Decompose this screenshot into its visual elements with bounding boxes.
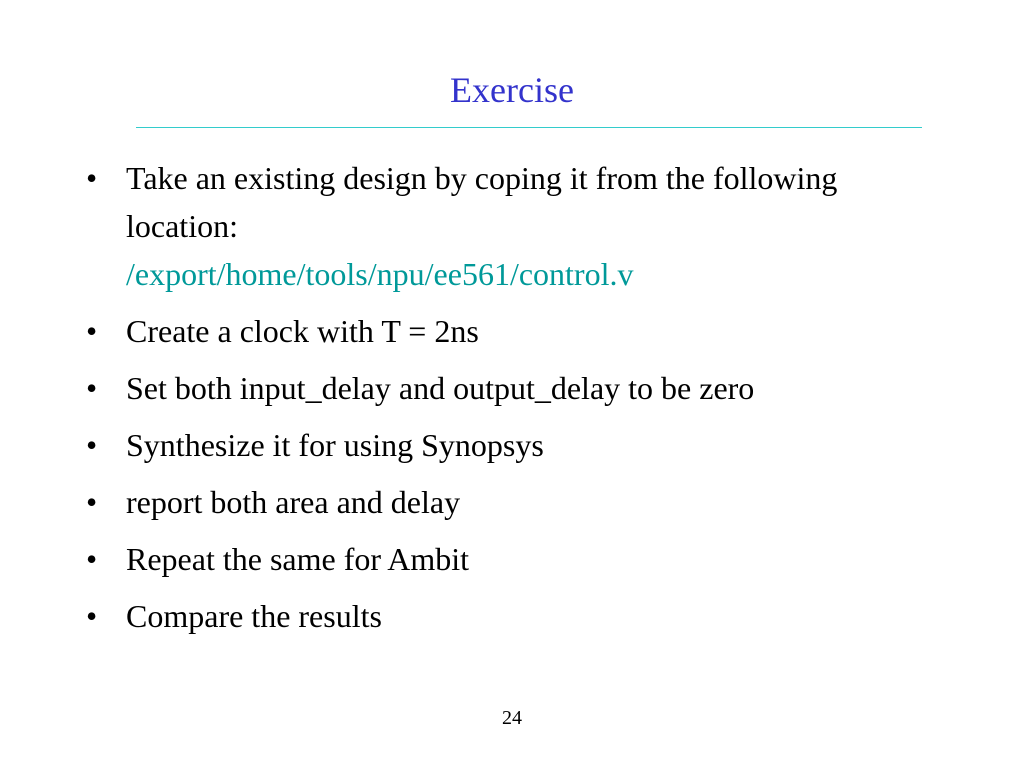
- bullet-text: Take an existing design by coping it from the following location:: [126, 160, 838, 244]
- page-number: 24: [502, 707, 522, 729]
- title-divider: [136, 127, 922, 128]
- bullet-text: Repeat the same for Ambit: [126, 541, 470, 577]
- file-path: /export/home/tools/npu/ee561/control.v: [126, 256, 634, 292]
- bullet-item: [86, 364, 946, 412]
- bullet-item: [86, 478, 946, 526]
- bullet-text: Set both input_delay and output_delay to be zero: [126, 370, 755, 406]
- bullet-marker: •: [86, 370, 98, 406]
- bullet-item: [86, 307, 946, 355]
- bullet-text: Create a clock with T = 2ns: [126, 313, 479, 349]
- bullet-marker: •: [86, 313, 98, 349]
- bullet-marker: •: [86, 598, 98, 634]
- bullet-marker: •: [86, 484, 98, 520]
- bullet-marker: •: [86, 160, 98, 196]
- bullet-item: [86, 592, 946, 640]
- bullet-list: [86, 154, 946, 649]
- slide-title: Exercise: [450, 70, 574, 110]
- bullet-item: [86, 421, 946, 469]
- bullet-item: [86, 154, 946, 298]
- bullet-marker: •: [86, 541, 98, 577]
- bullet-text: Synthesize it for using Synopsys: [126, 427, 544, 463]
- bullet-marker: •: [86, 427, 98, 463]
- bullet-text: report both area and delay: [126, 484, 461, 520]
- bullet-text: Compare the results: [126, 598, 382, 634]
- bullet-item: [86, 535, 946, 583]
